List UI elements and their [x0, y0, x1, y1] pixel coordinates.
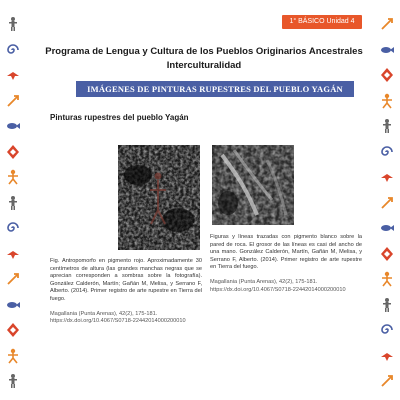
bird-motif-icon: [5, 246, 21, 262]
figure-motif-icon: [5, 16, 21, 32]
program-title: [40, 45, 368, 73]
right-decorative-border: [374, 0, 400, 400]
figure-motif-icon: [5, 195, 21, 211]
person-motif-icon: [5, 348, 21, 364]
person-motif-icon: [379, 93, 395, 109]
rock-art-photo-anthropomorph: [118, 145, 200, 250]
figure-motif-icon: [5, 373, 21, 389]
figure-caption-1: [50, 258, 202, 326]
person-motif-icon: [5, 169, 21, 185]
figure-reference-2: Magallania (Punta Arenas), 42(2), 175-181. https://dx.doi.org/10.4067/S0718-22442014000200010: [210, 278, 346, 293]
grade-unit-badge: 1° BÁSICO Unidad 4: [282, 15, 362, 29]
arrow-motif-icon: [379, 373, 395, 389]
arrow-motif-icon: [379, 16, 395, 32]
spiral-motif-icon: [379, 144, 395, 160]
spiral-motif-icon: [5, 220, 21, 236]
spiral-motif-icon: [5, 42, 21, 58]
fish-motif-icon: [379, 220, 395, 236]
program-title-line2: Interculturalidad: [166, 60, 242, 71]
figure-caption-2: [210, 234, 362, 294]
bird-motif-icon: [5, 67, 21, 83]
fish-motif-icon: [5, 118, 21, 134]
section-banner: IMÁGENES DE PINTURAS RUPESTRES DEL PUEBLO YAGÁN: [76, 81, 354, 97]
diamond-motif-icon: [379, 246, 395, 262]
section-subtitle: Pinturas rupestres del pueblo Yagán: [50, 113, 189, 122]
figure-motif-icon: [379, 118, 395, 134]
diamond-motif-icon: [5, 322, 21, 338]
arrow-motif-icon: [379, 195, 395, 211]
diamond-motif-icon: [379, 67, 395, 83]
left-decorative-border: [0, 0, 26, 400]
figure-reference-1: Magallania (Punta Arenas), 42(2), 175-181. https://dx.doi.org/10.4067/S0718-22442014000200010: [50, 310, 186, 325]
program-title-line1: Programa de Lengua y Cultura de los Pueblos Originarios Ancestrales: [45, 46, 363, 57]
spiral-motif-icon: [379, 322, 395, 338]
bird-motif-icon: [379, 348, 395, 364]
figure-motif-icon: [379, 297, 395, 313]
rock-art-photo-white-lines: [212, 145, 294, 225]
fish-motif-icon: [379, 42, 395, 58]
arrow-motif-icon: [5, 93, 21, 109]
person-motif-icon: [379, 271, 395, 287]
figure-caption-1-text: Fig. Antropomorfo en pigmento rojo. Aproximadamente 30 centímetros de altura (las grandes manchas negras que se aprecian corresponden a sombras sobre la fotografía). González Calderón, Martín; Gañán M, Melisa, y Serrano F, Alberto. (2014). Primer registro de arte rupestre en Tierra del fuego.: [50, 258, 202, 302]
diamond-motif-icon: [5, 144, 21, 160]
bird-motif-icon: [379, 169, 395, 185]
fish-motif-icon: [5, 297, 21, 313]
arrow-motif-icon: [5, 271, 21, 287]
figure-caption-2-text: Figuras y líneas trazadas con pigmento blanco sobre la pared de roca. El grosor de las líneas es casi del ancho de una mano. González Calderón, Martín, Gañán M, Melisa, y Serrano F, Alberto. (2014). Primer registro de arte rupestre en Tierra del fuego.: [210, 234, 362, 271]
